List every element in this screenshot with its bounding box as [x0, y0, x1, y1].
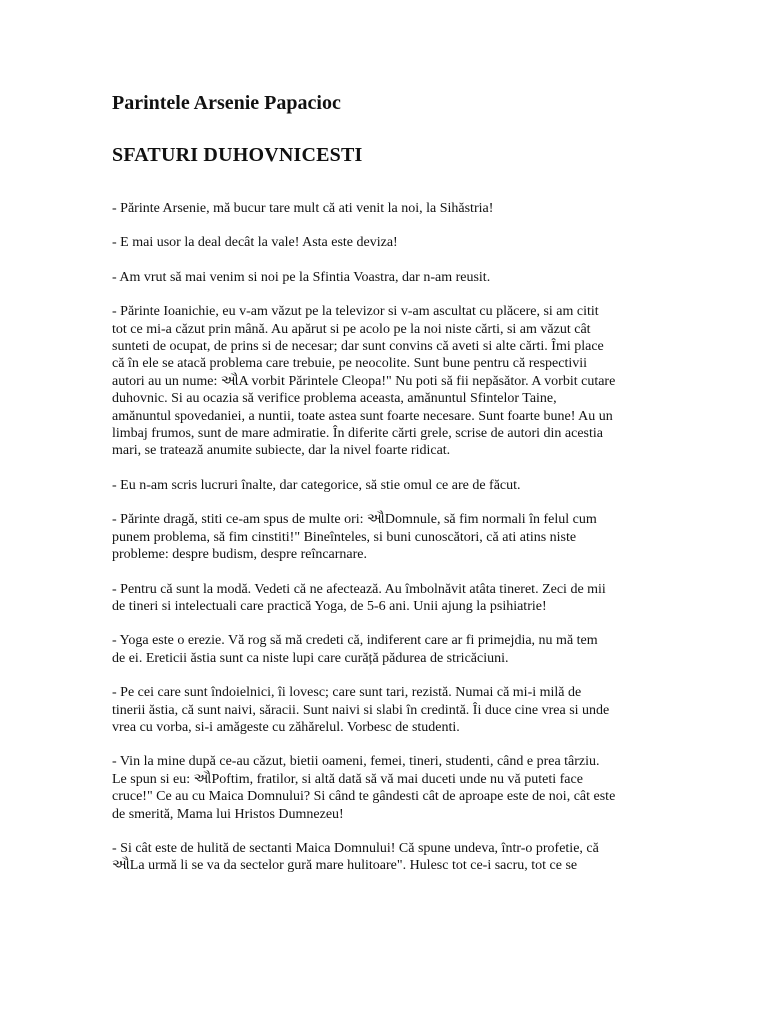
- paragraph: - Pe cei care sunt îndoielnici, îi lovesc; care sunt tari, rezistă. Numai că mi-i milă de tinerii ăstia, că sunt naivi, săracii. Sunt naivi si slabi în credintă. Îi duce cine vrea si unde vrea cu vorba, si-i amăgeste cu zăhărelul. Vorbesc de studenti.: [112, 685, 610, 735]
- paragraph: - Părinte Ioanichie, eu v-am văzut pe la televizor si v-am ascultat cu plăcere, si am citit tot ce mi-a căzut prin mână. Au apărut si pe acolo pe la noi niste cărti, si am văzut cât sunteti de ocupat, de prins si de necesar; dar sunt convins că aveti si alte cărti. Îmi place că în ele se atacă problema care trebuie, pe neocolite. Sunt bune pentru că respectivii autori au un nume: ઔA vorbit Părintele Cleopa!" Nu poti să fii nepăsător. A vorbit cutare duhovnic. Si au ocazia să verifice problema aceasta, amănuntul Sfintelor Taine, amănuntul spovedaniei, a nuntii, toate astea sunt foarte necesare. Sunt foarte bune! Au un limbaj frumos, sunt de mare admiratie. În diferite cărti grele, scrise de autori din acestia mari, se tratează anumite subiecte, dar la nivel foarte ridicat.: [112, 304, 616, 459]
- paragraph: - Si cât este de hulită de sectanti Maica Domnului! Că spune undeva, într-o profetie, că ઔLa urmă li se va da sectelor gură mare hulitoare". Hulesc tot ce-i sacru, tot ce se: [112, 840, 599, 874]
- paragraph: - Părinte Arsenie, mă bucur tare mult că ati venit la noi, la Sihăstria!: [112, 201, 494, 216]
- paragraph: - Am vrut să mai venim si noi pe la Sfintia Voastra, dar n-am reusit.: [112, 269, 491, 285]
- document-title: SFATURI DUHOVNICESTI: [112, 144, 363, 166]
- paragraph: - E mai usor la deal decât la vale! Asta este deviza!: [112, 235, 398, 251]
- paragraph: - Părinte dragă, stiti ce-am spus de multe ori: ઔDomnule, să fim normali în felul cum punem problema, să fim cinstiti!" Bineînteles, si buni cunoscători, că ati atins niste probleme: despre budism, despre reîncarnare.: [112, 512, 597, 563]
- paragraph: - Yoga este o erezie. Vă rog să mă credeti că, indiferent care ar fi primejdia, nu mă tem de ei. Ereticii ăstia sunt ca niste lupi care curăță pădurea de stricăciuni.: [112, 633, 598, 666]
- paragraph: - Eu n-am scris lucruri înalte, dar categorice, să stie omul ce are de făcut.: [112, 477, 521, 493]
- paragraph: - Vin la mine după ce-au căzut, bietii oameni, femei, tineri, studenti, când e prea târziu. Le spun si eu: ઔPoftim, fratilor, si altă dată să vă mai duceti unde nu vă puteti face cruce!" Ce au cu Maica Domnului? Si când te gândesti cât de aproape este de noi, cât este de smerită, Mama lui Hristos Dumnezeu!: [112, 754, 616, 822]
- paragraph: - Pentru că sunt la modă. Vedeti că ne afectează. Au îmbolnăvit atâta tineret. Zeci de mii de tineri si intelectuali care practică Yoga, de 5-6 ani. Unii ajung la psihiatrie!: [112, 581, 606, 614]
- author-heading: Parintele Arsenie Papacioc: [112, 92, 341, 114]
- document-body: [112, 200, 668, 875]
